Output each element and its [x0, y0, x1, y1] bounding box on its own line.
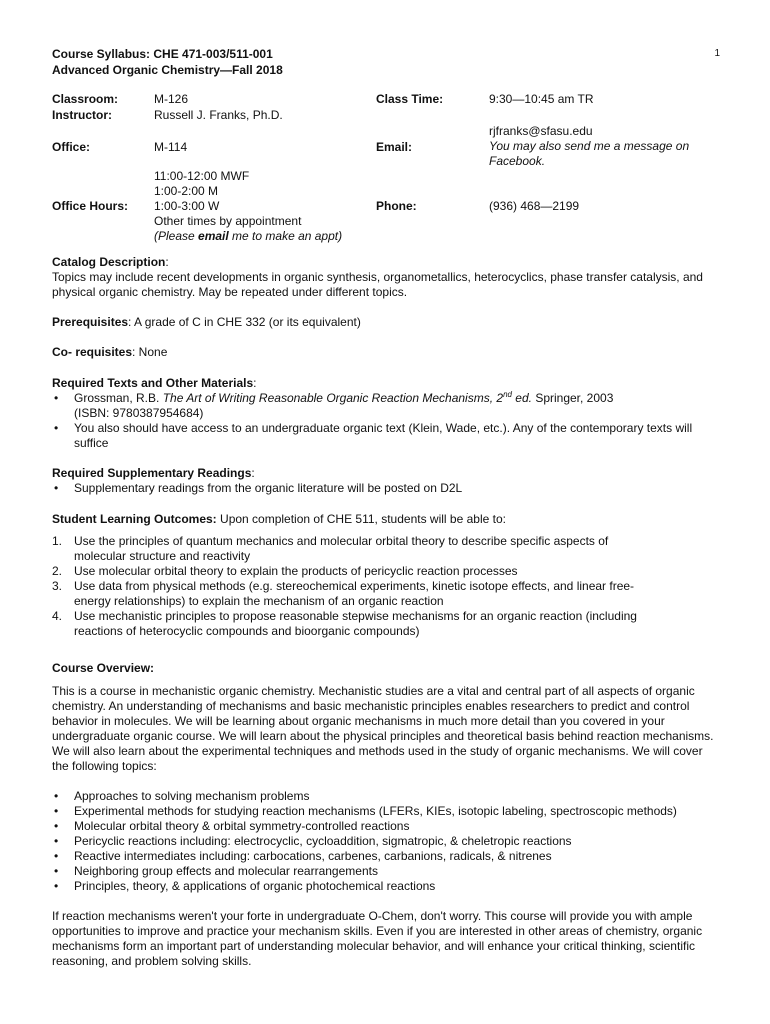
- class-time-value: 9:30—10:45 am TR: [489, 92, 594, 106]
- overview-heading: Course Overview:: [52, 661, 155, 675]
- email-label: Email:: [376, 140, 413, 154]
- office-hours-line: 11:00-12:00 MWF: [154, 169, 250, 183]
- office-hours-line: 1:00-3:00 W: [154, 199, 220, 213]
- phone-value: (936) 468—2199: [489, 199, 580, 213]
- email-value[interactable]: rjfranks@sfasu.edu: [489, 124, 593, 138]
- email-block: [489, 124, 719, 169]
- outcome-item: [52, 579, 652, 609]
- edition-label: ed.: [511, 391, 532, 405]
- office-value: M-114: [154, 140, 188, 154]
- course-subtitle: Advanced Organic Chemistry—Fall 2018: [52, 63, 283, 77]
- outcomes-intro: Upon completion of CHE 511, students will be able to:: [216, 512, 506, 526]
- topic-text: Molecular orbital theory & orbital symmetry-controlled reactions: [74, 819, 410, 833]
- topic-item: [52, 789, 720, 804]
- supplementary-section: [52, 466, 720, 496]
- outcome-text: Use mechanistic principles to propose reasonable stepwise mechanisms for an organic reaction (including reactions of heterocyclic compounds and bioorganic compounds): [74, 609, 637, 638]
- text-title: The Art of Writing Reasonable Organic Reaction Mechanisms, 2: [162, 391, 504, 405]
- corequisites-label: Co- requisites: [52, 345, 133, 359]
- topic-text: Experimental methods for studying reaction mechanisms (LFERs, KIEs, isotopic labeling, spectroscopic methods): [74, 804, 677, 818]
- note-text: me to make an appt): [228, 229, 343, 243]
- classroom-label: Classroom:: [52, 92, 119, 106]
- catalog-section: [52, 255, 720, 300]
- list-item-text: Supplementary readings from the organic literature will be posted on D2L: [74, 481, 463, 495]
- instructor-label: Instructor:: [52, 108, 112, 122]
- overview-closing-paragraph: If reaction mechanisms weren't your forte in undergraduate O-Chem, don't worry. This course will provide you with ample opportunities to improve and practice your mechanism skills. Even if you are interested in other areas of chemistry, organic mechanisms form an important part of understanding molecular behavior, and will enhance your critical thinking, scientific reasoning, and problem solving skills.: [52, 909, 703, 968]
- overview-section: [52, 661, 720, 969]
- page-number: 1: [714, 48, 720, 59]
- office-hours-block: [154, 169, 342, 244]
- email-note: You may also send me a message on Facebook.: [489, 139, 690, 168]
- outcome-item: [52, 564, 652, 579]
- outcome-number: 4.: [52, 609, 63, 623]
- list-item: [52, 421, 720, 451]
- required-texts-section: [52, 376, 720, 451]
- supplementary-heading: Required Supplementary Readings: [52, 466, 252, 480]
- office-label: Office:: [52, 140, 91, 154]
- topic-item: [52, 804, 720, 819]
- topic-text: Pericyclic reactions including: electrocyclic, cycloaddition, sigmatropic, & cheletropic reactions: [74, 834, 572, 848]
- overview-paragraph: This is a course in mechanistic organic chemistry. Mechanistic studies are a vital and central part of all aspects of organic chemistry. An understanding of mechanisms and basic mechanistic principles enables researchers to predict and control behavior in molecules. We will be learning about organic mechanisms in much more detail than you covered in your undergraduate organic course. We will learn about the physical principles and theoretical basis behind reaction mechanisms. We will also learn about the experimental techniques and methods used in the study of organic mechanisms. We will cover the following topics:: [52, 684, 714, 773]
- classroom-value: M-126: [154, 92, 189, 106]
- course-title: Course Syllabus: CHE 471-003/511-001: [52, 47, 273, 61]
- outcome-number: 1.: [52, 534, 63, 548]
- list-item: [52, 391, 720, 421]
- edition-superscript: nd: [503, 390, 512, 399]
- office-hours-note: [154, 229, 342, 244]
- topic-text: Principles, theory, & applications of organic photochemical reactions: [74, 879, 436, 893]
- catalog-heading: Catalog Description: [52, 255, 166, 269]
- outcome-number: 3.: [52, 579, 63, 593]
- office-hours-line: Other times by appointment: [154, 214, 302, 228]
- prerequisites-label: Prerequisites: [52, 315, 129, 329]
- note-text: (Please: [154, 229, 199, 243]
- office-hours-label: Office Hours:: [52, 199, 129, 213]
- heading-colon: :: [253, 376, 257, 390]
- note-email-emphasis: email: [198, 229, 229, 243]
- publisher: Springer, 2003: [531, 391, 614, 405]
- outcomes-heading: Student Learning Outcomes:: [52, 512, 217, 526]
- heading-colon: :: [165, 255, 169, 269]
- catalog-text: Topics may include recent developments in organic synthesis, organometallics, heterocyclics, phase transfer catalysis, and physical organic chemistry. May be repeated under different topics.: [52, 270, 703, 299]
- topic-text: Reactive intermediates including: carbocations, carbenes, carbanions, radicals, & nitrenes: [74, 849, 552, 863]
- outcome-text: Use data from physical methods (e.g. stereochemical experiments, kinetic isotope effects, and linear free-energy relationships) to explain the mechanism of an organic reaction: [74, 579, 635, 608]
- outcomes-section: [52, 512, 720, 639]
- topic-text: Approaches to solving mechanism problems: [74, 789, 310, 803]
- corequisites: [52, 345, 720, 360]
- topic-item: [52, 819, 720, 834]
- topic-item: [52, 849, 720, 864]
- phone-label: Phone:: [376, 199, 417, 213]
- list-item-text: You also should have access to an undergraduate organic text (Klein, Wade, etc.). Any of the contemporary texts will suffice: [74, 421, 693, 450]
- outcome-item: [52, 534, 652, 564]
- required-texts-heading: Required Texts and Other Materials: [52, 376, 254, 390]
- isbn: (ISBN: 9780387954684): [74, 406, 204, 420]
- topic-text: Neighboring group effects and molecular rearrangements: [74, 864, 378, 878]
- corequisites-text: : None: [132, 345, 168, 359]
- outcome-text: Use the principles of quantum mechanics and molecular orbital theory to describe specific aspects of molecular structure and reactivity: [74, 534, 609, 563]
- topic-item: [52, 864, 720, 879]
- text-author: Grossman, R.B.: [74, 391, 163, 405]
- outcome-item: [52, 609, 652, 639]
- instructor-value: Russell J. Franks, Ph.D.: [154, 108, 283, 122]
- outcome-text: Use molecular orbital theory to explain the products of pericyclic reaction processes: [74, 564, 518, 578]
- class-time-label: Class Time:: [376, 92, 444, 106]
- outcome-number: 2.: [52, 564, 63, 578]
- list-item: [52, 481, 720, 496]
- office-hours-line: 1:00-2:00 M: [154, 184, 219, 198]
- document-header: [52, 46, 283, 78]
- prerequisites: [52, 315, 720, 330]
- topic-item: [52, 879, 720, 894]
- heading-colon: :: [251, 466, 255, 480]
- topic-item: [52, 834, 720, 849]
- prerequisites-text: : A grade of C in CHE 332 (or its equivalent): [128, 315, 361, 329]
